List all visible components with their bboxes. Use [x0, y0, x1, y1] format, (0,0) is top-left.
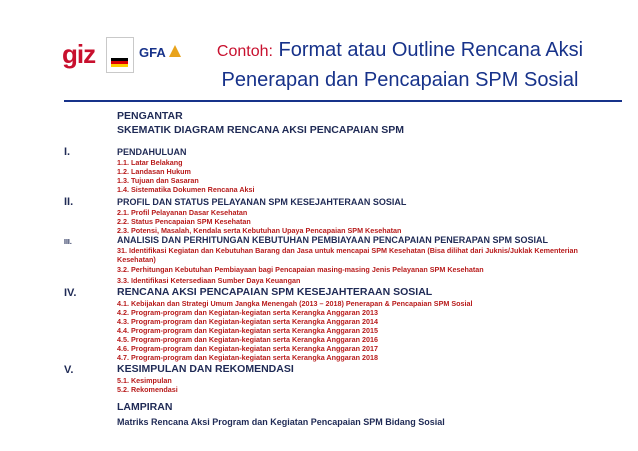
section-number: V.	[64, 364, 74, 376]
subsection-item: 5.1. Kesimpulan	[117, 376, 172, 385]
gfa-logo-text: GFA	[139, 45, 166, 60]
title-line1: Format atau Outline Rencana Aksi	[278, 39, 584, 61]
subsection-item: 31. Identifikasi Kegiatan dan Kebutuhan Barang dan Jasa untuk mencapai SPM Kesehatan (Bisa dilihat dari Juknis/Juklak Kementerian Kesehatan)	[117, 246, 578, 264]
subsection-item: 5.2. Rekomendasi	[117, 385, 178, 394]
section-number: IV.	[64, 287, 77, 299]
subsection-item: 3.3. Identifikasi Ketersediaan Sumber Daya Keuangan	[117, 276, 301, 285]
bmz-logo	[106, 37, 134, 73]
subsection-item: 4.2. Program-program dan Kegiatan-kegiatan serta Kerangka Anggaran 2013	[117, 308, 378, 317]
title-divider	[64, 100, 622, 102]
section-title: ANALISIS DAN PERHITUNGAN KEBUTUHAN PEMBIAYAAN PENCAPAIAN PENERAPAN SPM SOSIAL	[117, 235, 549, 245]
subsection-item: 4.6. Program-program dan Kegiatan-kegiatan serta Kerangka Anggaran 2017	[117, 344, 378, 353]
subsection-item: 4.7. Program-program dan Kegiatan-kegiatan serta Kerangka Anggaran 2018	[117, 353, 378, 362]
section-title: PROFIL DAN STATUS PELAYANAN SPM KESEJAHTERAAN SOSIAL	[117, 197, 407, 207]
subsection-item: 2.2. Status Pencapaian SPM Kesehatan	[117, 217, 251, 226]
subsection-item: 4.5. Program-program dan Kegiatan-kegiatan serta Kerangka Anggaran 2016	[117, 335, 378, 344]
section-number: I.	[64, 146, 71, 158]
gfa-logo	[139, 46, 166, 60]
subsection-item: 1.3. Tujuan dan Sasaran	[117, 176, 199, 185]
subsection-item: 4.3. Program-program dan Kegiatan-kegiatan serta Kerangka Anggaran 2014	[117, 317, 378, 326]
pengantar-heading: PENGANTAR	[117, 110, 183, 122]
subsection-item: 4.4. Program-program dan Kegiatan-kegiatan serta Kerangka Anggaran 2015	[117, 326, 378, 335]
title-line2: Penerapan dan Pencapaian SPM Sosial	[221, 69, 579, 91]
section-title: PENDAHULUAN	[117, 147, 187, 157]
section-title: KESIMPULAN DAN REKOMENDASI	[117, 363, 294, 375]
skematik-heading: SKEMATIK DIAGRAM RENCANA AKSI PENCAPAIAN SPM	[117, 124, 405, 136]
gfa-triangle-icon	[169, 45, 181, 57]
giz-logo: giz	[62, 39, 96, 69]
lampiran-heading: LAMPIRAN	[117, 401, 173, 413]
subsection-item: 3.2. Perhitungan Kebutuhan Pembiayaan bagi Pencapaian masing-masing Jenis Pelayanan SPM Kesehatan	[117, 265, 484, 274]
subsection-item: 1.4. Sistematika Dokumen Rencana Aksi	[117, 185, 255, 194]
subsection-item: 1.2. Landasan Hukum	[117, 167, 191, 176]
subsection-item: 1.1. Latar Belakang	[117, 158, 183, 167]
lampiran-text: Matriks Rencana Aksi Program dan Kegiatan Pencapaian SPM Bidang Sosial	[117, 417, 445, 427]
section-number: II.	[64, 196, 74, 208]
section-number: III.	[64, 239, 72, 246]
section-title: RENCANA AKSI PENCAPAIAN SPM KESEJAHTERAAN SOSIAL	[117, 286, 433, 298]
page-title	[200, 38, 600, 92]
subsection-item: 4.1. Kebijakan dan Strategi Umum Jangka Menengah (2013 – 2018) Penerapan & Pencapaian SPM Sosial	[117, 299, 473, 308]
subsection-item: 2.3. Potensi, Masalah, Kendala serta Kebutuhan Upaya Pencapaian SPM Kesehatan	[117, 226, 402, 235]
title-prefix: Contoh:	[216, 43, 273, 60]
subsection-item: 2.1. Profil Pelayanan Dasar Kesehatan	[117, 208, 248, 217]
flag-stripe-gold	[111, 64, 128, 67]
